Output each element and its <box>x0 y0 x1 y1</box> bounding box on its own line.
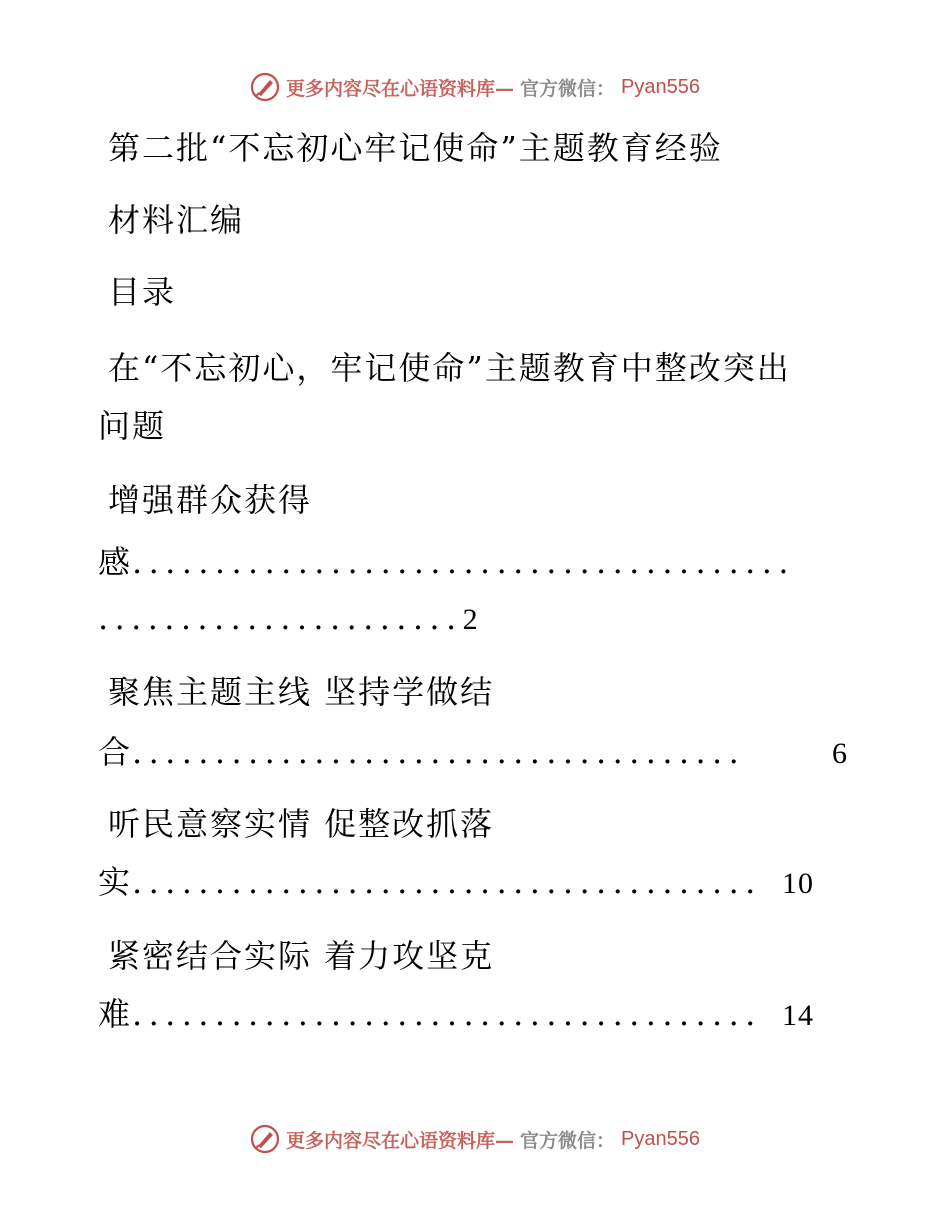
toc-entry-4-title: 紧密结合实际 着力攻坚克 <box>108 937 495 975</box>
toc-entry-3-page-number: 10 <box>782 867 814 900</box>
section-title-line-2: 问题 <box>98 407 167 445</box>
document-title-line-1: 第二批“不忘初心牢记使命”主题教育经验 <box>108 129 723 167</box>
toc-entry-4-leader-dots: ...................................... <box>132 995 762 1033</box>
quill-pen-logo-icon <box>250 1124 280 1154</box>
toc-entry-2-leader-dots: ..................................... <box>132 733 746 771</box>
watermark-wechat-label: 官方微信： <box>520 77 616 100</box>
toc-entry-1-row[interactable] <box>98 542 850 582</box>
toc-entry-1-title: 增强群众获得 <box>108 481 313 519</box>
quill-pen-logo-icon <box>250 72 280 102</box>
toc-entry-3-title: 听民意察实情 促整改抓落 <box>108 805 495 843</box>
watermark-site-text: 更多内容尽在心语资料库— <box>286 1129 515 1152</box>
toc-entry-1-page-number: 2 <box>462 603 479 636</box>
watermark-wechat-label: 官方微信： <box>520 1129 616 1152</box>
toc-entry-2-page-number: 6 <box>832 737 848 770</box>
toc-entry-4-tail-char: 难 <box>98 995 133 1033</box>
footer-watermark <box>0 1124 950 1154</box>
watermark-wechat-id: Pyan556 <box>621 1127 700 1150</box>
toc-entry-2-row[interactable] <box>98 732 848 772</box>
toc-entry-3-tail-char: 实 <box>98 863 133 901</box>
toc-entry-1-tail-char: 感 <box>98 543 133 581</box>
toc-entry-1-leader-dots: ........................................ <box>132 543 795 581</box>
toc-entry-1-leader-dots-2: ...................... <box>98 599 463 637</box>
toc-entry-2-title: 聚焦主题主线 坚持学做结 <box>108 673 495 711</box>
document-title-line-2: 材料汇编 <box>108 201 245 239</box>
section-title-line-1: 在“不忘初心，牢记使命”主题教育中整改突出 <box>108 349 791 387</box>
watermark-wechat-id: Pyan556 <box>621 75 700 98</box>
toc-entry-2-tail-char: 合 <box>98 733 133 771</box>
toc-entry-1-continuation[interactable] <box>98 598 479 640</box>
watermark-site-text: 更多内容尽在心语资料库— <box>286 77 515 100</box>
toc-entry-4-row[interactable] <box>98 994 814 1034</box>
toc-entry-4-page-number: 14 <box>782 999 814 1032</box>
toc-entry-3-leader-dots: ...................................... <box>132 863 762 901</box>
header-watermark <box>0 72 950 102</box>
toc-entry-3-row[interactable] <box>98 862 814 902</box>
toc-heading: 目录 <box>108 273 177 311</box>
